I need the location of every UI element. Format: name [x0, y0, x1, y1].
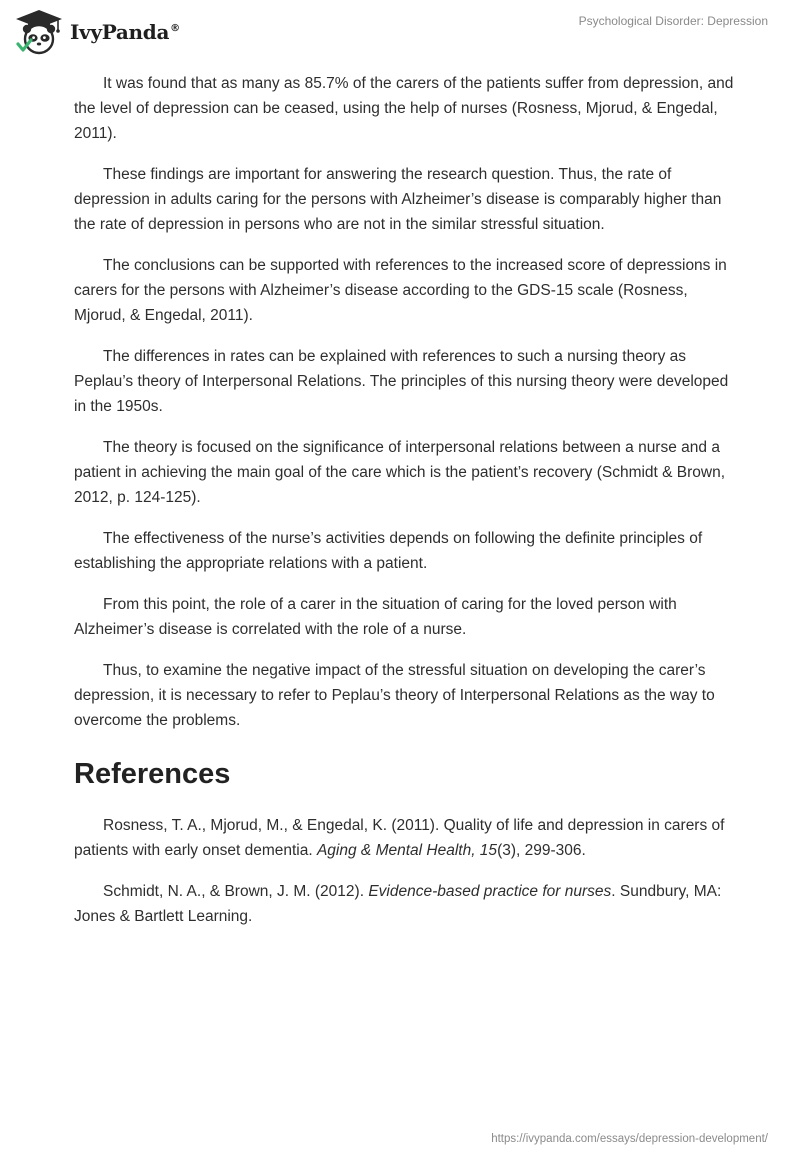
site-logo[interactable]	[14, 8, 180, 56]
body-paragraph: It was found that as many as 85.7% of the carers of the patients suffer from depression, and the level of depression can be ceased, using the help of nurses (Rosness, Mjorud, & Engedal, 2011).	[74, 75, 734, 142]
body-paragraph: Thus, to examine the negative impact of the stressful situation on developing the carer’s depression, it is necessary to refer to Peplau’s theory of Interpersonal Relations as the way to overcome the problems.	[74, 662, 715, 729]
reference-text: Rosness, T. A., Mjorud, M., & Engedal, K. (2011). Quality of life and depression in carers of patients with early onset dementia.	[74, 817, 725, 859]
reference-entry	[74, 813, 734, 863]
body-paragraph: These findings are important for answering the research question. Thus, the rate of depression in adults caring for the persons with Alzheimer’s disease is comparably higher than the rate of depression in persons who are not in the similar stressful situation.	[74, 166, 722, 233]
essay-content	[74, 71, 734, 945]
document-title: Psychological Disorder: Depression	[578, 14, 768, 28]
logo-wordmark: IvyPanda®	[70, 20, 180, 44]
body-paragraph: The theory is focused on the significance of interpersonal relations between a nurse and a patient in achieving the main goal of the care which is the patient’s recovery (Schmidt & Brown, 2012, p. 124-125).	[74, 439, 726, 506]
source-url[interactable]: https://ivypanda.com/essays/depression-development/	[491, 1133, 768, 1145]
reference-entry	[74, 879, 734, 929]
reference-journal: Aging & Mental Health, 15	[316, 842, 498, 859]
reference-text: Schmidt, N. A., & Brown, J. M. (2012).	[103, 883, 369, 900]
page-header	[0, 0, 800, 64]
panda-graduate-icon	[14, 8, 64, 56]
body-paragraph: The effectiveness of the nurse’s activities depends on following the definite principles of establishing the appropriate relations with a patient.	[74, 530, 703, 572]
body-paragraph: From this point, the role of a carer in the situation of caring for the loved person with Alzheimer’s disease is correlated with the role of a nurse.	[74, 596, 677, 638]
reference-book-title: Evidence-based practice for nurses	[368, 883, 612, 900]
reference-text: (3), 299-306.	[497, 842, 586, 859]
reference-text: . Sundbury, MA: Jones & Bartlett Learning.	[74, 883, 722, 925]
body-paragraph: The conclusions can be supported with references to the increased score of depressions in carers for the persons with Alzheimer’s disease according to the GDS-15 scale (Rosness, Mjorud, & Engedal, 2011).	[74, 257, 727, 324]
references-heading: References	[74, 758, 231, 790]
body-paragraph: The differences in rates can be explained with references to such a nursing theory as Peplau’s theory of Interpersonal Relations. The principles of this nursing theory were developed in the 1950s.	[74, 348, 729, 415]
